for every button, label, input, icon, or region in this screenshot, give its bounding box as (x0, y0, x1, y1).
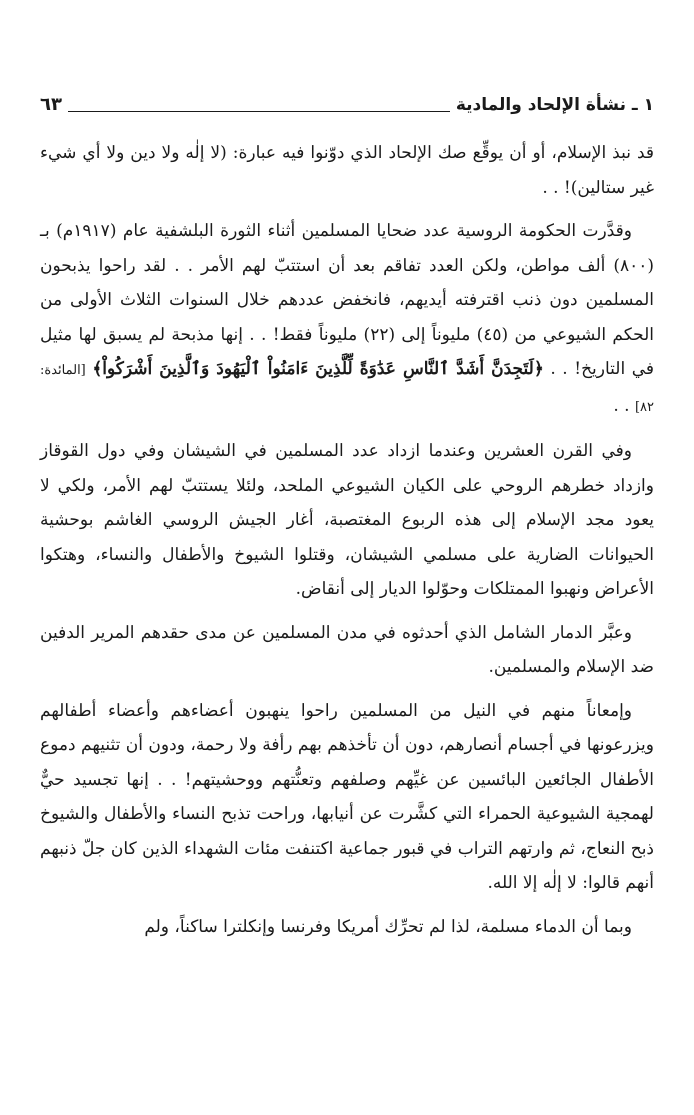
page-number: ٦٣ (40, 94, 62, 115)
paragraph-6 (40, 910, 654, 945)
paragraph-4 (40, 616, 654, 685)
verse-reference: [المائدة: ٨٢] (40, 363, 654, 415)
paragraph-5 (40, 694, 654, 901)
paragraph-2-text: وقدَّرت الحكومة الروسية عدد ضحايا المسلمين أثناء الثورة البلشفية عام (١٩١٧م) بـ (٨٠٠) ألف مواطن، ولكن العدد تفاقم بعد أن استتبّ لهم الأمر . . لقد راحوا يذبحون المسلمين دون ذنب اقترفته أيديهم، فانخفض عددهم خلال السنوات الثلاث الأولى من الحكم الشيوعي من (٤٥) مليوناً إلى (٢٢) مليوناً فقط! . . إنها مذبحة لم يسبق لها مثيل في التاريخ! . . (40, 221, 655, 379)
paragraph-6-text: وبما أن الدماء مسلمة، لذا لم تحرِّك أمريكا وفرنسا وإنكلترا ساكناً، ولم (144, 916, 632, 937)
paragraph-1-text: قد نبذ الإسلام، أو أن يوقِّع صك الإلحاد الذي دوّنوا فيه عبارة: (لا إلٰه ولا دين ولا أي شيء غير ستالين)! . . (40, 143, 654, 198)
header-rule (68, 111, 450, 112)
quran-verse: ﴿لَتَجِدَنَّ أَشَدَّ ٱلنَّاسِ عَدَٰوَةً لِّلَّذِينَ ءَامَنُواْ ٱلْيَهُودَ وَٱلَّذِينَ أَشْرَكُواْ﴾ (92, 359, 544, 379)
body-text (40, 136, 654, 953)
running-header (40, 88, 654, 118)
paragraph-5-text: وإمعاناً منهم في النيل من المسلمين راحوا ينهبون أعضاءهم وأعضاء أطفالهم ويزرعونها في أجسام أنصارهم، دون أن تأخذهم بهم رأفة ولا رحمة، ودون أن تثنيهم دموع الأطفال الجائعين البائسين عن غيِّهم وصلفهم وتعنُّتهم ووحشيتهم! . . إنها تجسيد حيٌّ لهمجية الشيوعية الحمراء التي كشَّرت عن أنيابها، وراحت تذبح النساء والأطفال والشيوخ ذبح النعاج، ثم وارتهم التراب في قبور جماعية اكتنفت مئات الشهداء الذين كان جلّ ذنبهم أنهم قالوا: لا إلٰه إلا الله. (40, 700, 654, 893)
paragraph-2-tail: . . (613, 395, 630, 416)
paragraph-3 (40, 434, 654, 607)
paragraph-2 (40, 214, 654, 425)
paragraph-4-text: وعبَّر الدمار الشامل الذي أحدثوه في مدن المسلمين عن مدى حقدهم المرير الدفين ضد الإسلام والمسلمين. (40, 622, 654, 677)
paragraph-3-text: وفي القرن العشرين وعندما ازداد عدد المسلمين في الشيشان وفي دول القوقاز وازداد خطرهم الروحي على الكيان الشيوعي الملحد، ولئلا يستتبّ لهم الأمر، ولكي لا يعود مجد الإسلام إلى هذه الربوع المغتصبة، أغار الجيش الروسي الغاشم بوحشية الحيوانات الضارية على مسلمي الشيشان، وقتلوا الشيوخ والأطفال والنساء، وهتكوا الأعراض ونهبوا الممتلكات وحوّلوا الديار إلى أنقاض. (40, 441, 654, 599)
paragraph-1 (40, 136, 654, 205)
chapter-title: ١ ـ نشأة الإلحاد والمادية (455, 95, 654, 115)
